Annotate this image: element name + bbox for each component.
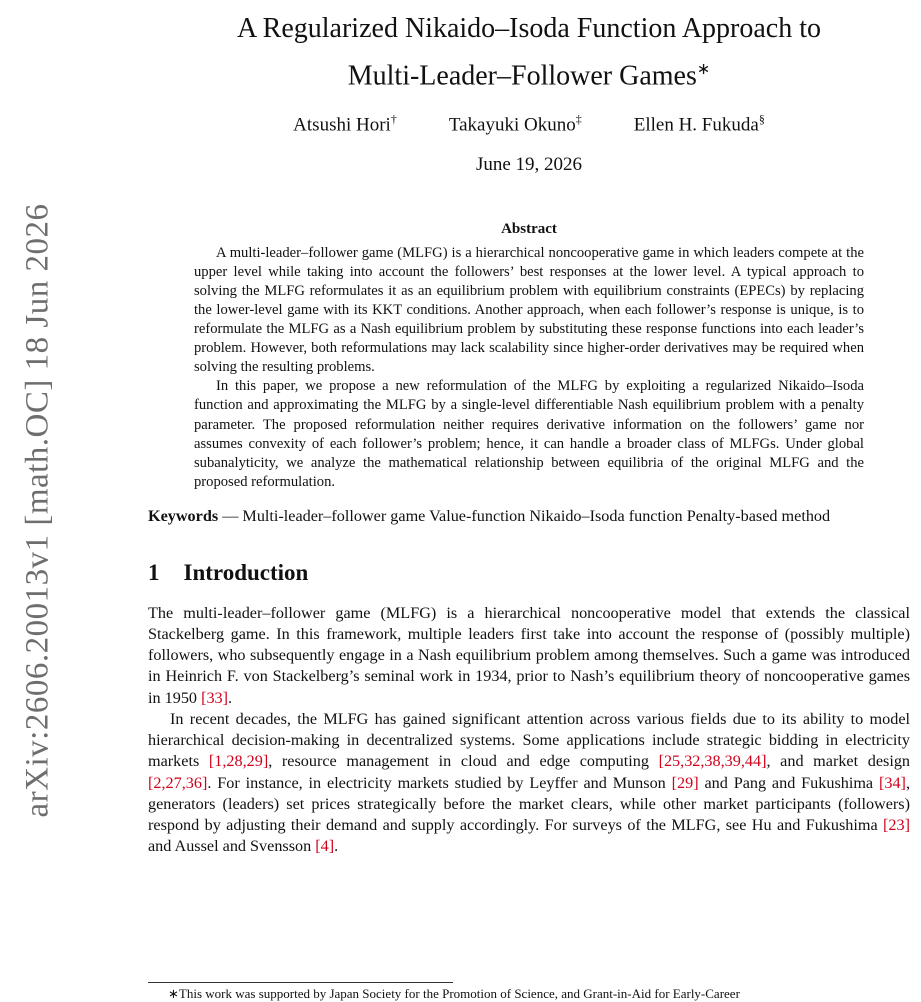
intro-text: . For instance, in electricity markets studied by Leyffer and Munson xyxy=(207,773,672,792)
citation-link[interactable]: [34] xyxy=(878,773,906,792)
intro-text: In recent decades, the MLFG has gained significant attention across various fields due to its ability to model hierarchical decision-making in decentralized systems. Some applications include strategic bidding in electricity markets xyxy=(148,709,910,771)
introduction-body xyxy=(148,603,910,857)
author-mark: ‡ xyxy=(575,112,582,127)
title-line-2: Multi-Leader–Follower Games xyxy=(347,60,697,92)
title-line-2-wrap xyxy=(148,49,910,96)
section-number: 1 xyxy=(148,559,160,585)
citation-link[interactable]: [2,27,36] xyxy=(148,773,208,792)
author-mark: † xyxy=(390,112,397,127)
author-mark: § xyxy=(758,112,765,127)
arxiv-side-stamp xyxy=(14,170,62,850)
intro-text: . xyxy=(334,837,339,856)
intro-text: The multi-leader–follower game (MLFG) is a hierarchical noncooperative model that extends the classical Stackelberg game. In this framework, multiple leaders first take into account the response of (possibly multiple) followers, who subsequently engage in a Nash equilibrium problem among themselves. Such a game was introduced in Heinrich F. von Stackelberg’s seminal work in 1934, prior to Nash’s equilibrium theory of noncooperative games in 1950 xyxy=(148,603,910,707)
author xyxy=(449,112,582,136)
citation-link[interactable]: [29] xyxy=(671,773,699,792)
intro-text: , and market design xyxy=(766,752,911,771)
citation-link[interactable]: [4] xyxy=(315,837,335,856)
author-list xyxy=(148,112,910,136)
citation-link[interactable]: [23] xyxy=(883,815,910,834)
keywords xyxy=(148,506,910,527)
intro-text: , generators (leaders) set prices strategically before the market clears, while other market participants (followers) respond by adjusting their demand and supply accordingly. For surveys of the MLFG, see Hu and Fukushima xyxy=(148,773,910,834)
abstract-body xyxy=(194,244,864,492)
section-heading xyxy=(148,560,910,586)
intro-text: and Aussel and Svensson xyxy=(148,837,316,856)
author xyxy=(293,112,397,136)
citation-link[interactable]: [1,28,29] xyxy=(208,752,269,771)
intro-text: . xyxy=(228,688,233,707)
keywords-label: Keywords xyxy=(148,506,219,525)
footnote-rule xyxy=(148,982,453,983)
title-line-1: A Regularized Nikaido–Isoda Function Approach to xyxy=(237,13,821,44)
paper-page xyxy=(148,0,911,1001)
intro-text: and Pang and Fukushima xyxy=(698,773,879,792)
author-name: Ellen H. Fukuda xyxy=(633,114,759,136)
intro-paragraph-1 xyxy=(148,603,910,709)
abstract-paragraph-1: A multi-leader–follower game (MLFG) is a hierarchical noncooperative game in which leaders compete at the upper level while taking into account the followers’ best responses at the lower level. A typical approach to solving the MLFG reformulates it as an equilibrium problem with equilibrium constraints (EPECs) by replacing the lower-level game with its KKT conditions. Another approach, when each follower’s response is unique, is to reformulate the MLFG as a Nash equilibrium problem by substituting these response functions into each leader’s problem. However, both reformulations may lack scalability since higher-order derivatives may be required when solving the resulting problems. xyxy=(194,244,864,376)
author xyxy=(634,112,765,136)
title-footnote-mark: ∗ xyxy=(696,61,711,78)
author-name: Atsushi Hori xyxy=(293,114,391,136)
footnote: ∗This work was supported by Japan Society for the Promotion of Science, and Grant-in-Aid for Early-Career xyxy=(168,986,740,1001)
abstract-heading: Abstract xyxy=(501,220,557,237)
section-title: Introduction xyxy=(183,559,309,585)
intro-text: , resource management in cloud and edge computing xyxy=(268,752,659,771)
author-name: Takayuki Okuno xyxy=(448,114,576,136)
intro-paragraph-2 xyxy=(148,709,910,857)
keywords-text: — Multi-leader–follower game Value-function Nikaido–Isoda function Penalty-based method xyxy=(218,506,831,525)
arxiv-identifier: arXiv:2606.20013v1 [math.OC] 18 Jun 2026 xyxy=(19,203,56,817)
citation-link[interactable]: [25,32,38,39,44] xyxy=(658,752,767,771)
citation-link[interactable]: [33] xyxy=(201,688,229,707)
paper-title xyxy=(148,8,910,96)
paper-date: June 19, 2026 xyxy=(475,153,583,175)
abstract-paragraph-2: In this paper, we propose a new reformulation of the MLFG by exploiting a regularized Nikaido–Isoda function and approximating the MLFG by a single-level differentiable Nash equilibrium problem with a penalty parameter. The proposed reformulation neither requires derivative information on the followers’ game nor assumes convexity of each follower’s problem; hence, it can handle a broader class of MLFGs. Under global subanalyticity, we analyze the mathematical relationship between equilibria of the original MLFG and the proposed reformulation. xyxy=(194,378,864,490)
